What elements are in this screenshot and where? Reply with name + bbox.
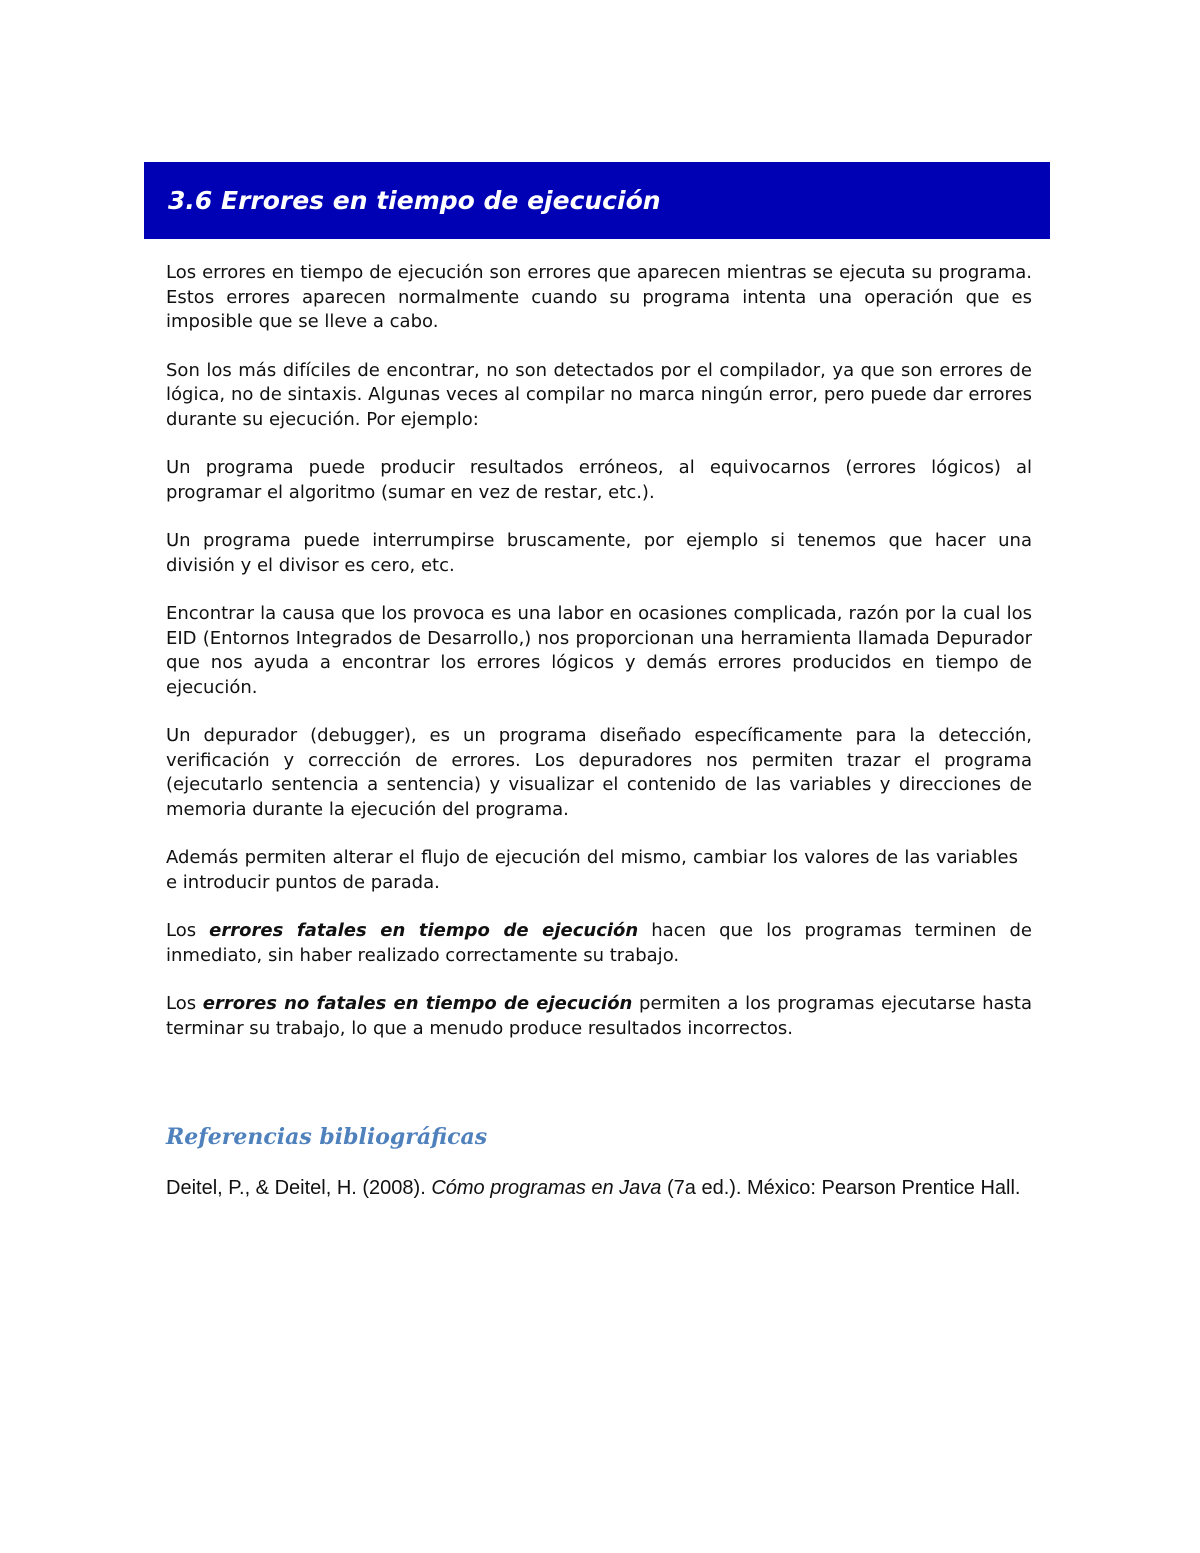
reference-entry xyxy=(166,1176,1056,1201)
reference-publisher: (7a ed.). México: Pearson Prentice Hall. xyxy=(661,1177,1021,1199)
paragraph-example-wrong-results: Un programa puede producir resultados erróneos, al equivocarnos (errores lógicos) al programar el algoritmo (sumar en vez de restar, etc.). xyxy=(166,457,1032,503)
paragraph-example-interrupt: Un programa puede interrumpirse bruscamente, por ejemplo si tenemos que hacer una división y el divisor es cero, etc. xyxy=(166,530,1032,576)
paragraph-debugger-features: Además permiten alterar el flujo de ejecución del mismo, cambiar los valores de las variables e introducir puntos de parada. xyxy=(166,847,1018,893)
paragraph-debugger-intro: Encontrar la causa que los provoca es una labor en ocasiones complicada, razón por la cual los EID (Entornos Integrados de Desarrollo,) nos proporcionan una herramienta llamada Depurador que nos ayuda a encontrar los errores lógicos y demás errores producidos en tiempo de ejecución. xyxy=(166,603,1032,698)
fatal-errors-lead: Los xyxy=(166,920,210,941)
section-title: 3.6 Errores en tiempo de ejecución xyxy=(168,186,661,215)
paragraph-nonfatal-errors xyxy=(166,992,1032,1041)
section-body xyxy=(166,261,1032,1065)
references-heading: Referencias bibliográficas xyxy=(166,1124,488,1150)
nonfatal-errors-rest: permiten a los programas ejecutarse hasta terminar su trabajo, lo que a menudo produce resultados incorrectos. xyxy=(166,993,1032,1039)
references-section xyxy=(166,1122,1032,1201)
reference-authors: Deitel, P., & Deitel, H. (2008). xyxy=(166,1177,432,1199)
section-title-banner xyxy=(144,162,1050,239)
nonfatal-errors-term: errores no fatales en tiempo de ejecución xyxy=(202,993,633,1014)
reference-title: Cómo programas en Java xyxy=(431,1177,662,1199)
paragraph-intro: Los errores en tiempo de ejecución son errores que aparecen mientras se ejecuta su programa. Estos errores aparecen normalmente cuando su programa intenta una operación que es imposible que se lleve a cabo. xyxy=(166,262,1032,332)
nonfatal-errors-lead: Los xyxy=(166,993,203,1014)
paragraph-difficulty: Son los más difíciles de encontrar, no son detectados por el compilador, ya que son errores de lógica, no de sintaxis. Algunas veces al compilar no marca ningún error, pero puede dar errores durante su ejecución. Por ejemplo: xyxy=(166,359,1032,430)
fatal-errors-rest: hacen que los programas terminen de inmediato, sin haber realizado correctamente su trabajo. xyxy=(166,920,1032,966)
paragraph-debugger-definition: Un depurador (debugger), es un programa diseñado específicamente para la detección, verificación y corrección de errores. Los depuradores nos permiten trazar el programa (ejecutarlo sentencia a sentencia) y visualizar el contenido de las variables y direcciones de memoria durante la ejecución del programa. xyxy=(166,725,1032,820)
paragraph-fatal-errors xyxy=(166,919,1032,968)
fatal-errors-term: errores fatales en tiempo de ejecución xyxy=(209,920,639,941)
